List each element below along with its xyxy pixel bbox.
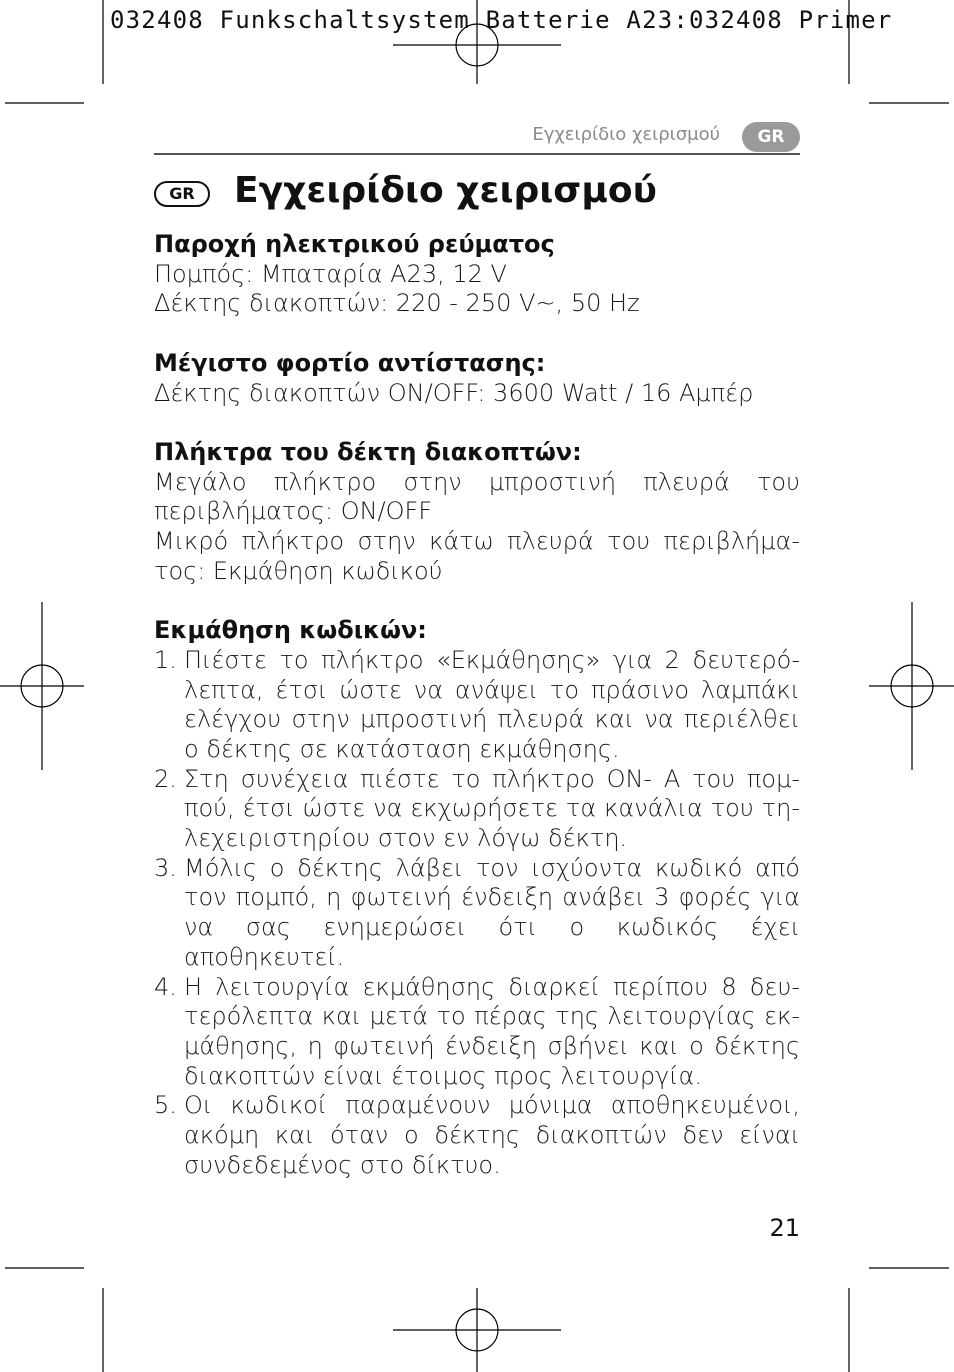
spacer [154, 586, 800, 616]
step-text: Πιέστε το πλήκτρο «Εκμάθησης» για 2 δευτερό-λεπτα, έτσι ώστε να ανάψει το πράσινο λαμπάκι ελέγχου στην μπροστινή πλευρά και να περιέλθει ο δέκτης σε κατάσταση εκμάθησης. [184, 645, 800, 763]
spec-line: Πομπός: Μπαταρία A23, 12 V [154, 259, 507, 288]
step-number: 5. [154, 1091, 177, 1120]
step-number: 3. [154, 853, 177, 882]
language-badge-header: GR [742, 122, 800, 152]
section-code-learning [154, 616, 800, 1180]
registration-mark-bottom [393, 1288, 561, 1372]
registration-mark-top [393, 0, 561, 84]
list-item [154, 765, 800, 854]
section-power-supply [154, 230, 800, 319]
spec-line: Δέκτης διακοπτών: 220 - 250 V~, 50 Hz [154, 289, 640, 318]
paragraph: Μικρό πλήκτρο στην κάτω πλευρά του περιβλήμα-τος: Εκμάθηση κωδικού [154, 527, 800, 585]
paragraph: Μεγάλο πλήκτρο στην μπροστινή πλευρά του περιβλήματος: ON/OFF [154, 467, 800, 526]
title-row [154, 170, 800, 220]
section-heading: Πλήκτρα του δέκτη διακοπτών: [154, 437, 582, 466]
step-number: 1. [154, 645, 177, 674]
section-receiver-buttons [154, 438, 800, 587]
spec-line: Δέκτης διακοπτών ON/OFF: 3600 Watt / 16 Αμπέρ [154, 378, 754, 407]
spacer [154, 408, 800, 438]
step-text: Στη συνέχεια πιέστε το πλήκτρο ON- A του πομ-πού, έτσι ώστε να εκχωρήσετε τα κανάλια του τη-λεχειριστηρίου στον εν λόγω δέκτη. [184, 764, 800, 853]
step-text: Η λειτουργία εκμάθησης διαρκεί περίπου 8 δευ-τερόλεπτα και μετά το πέρας της λειτουργίας εκ-μάθησης, η φωτεινή ένδειξη σβήνει και ο δέκτης διακοπτών είναι έτοιμος προς λειτουργία. [184, 972, 800, 1090]
step-number: 4. [154, 972, 177, 1001]
section-heading: Εκμάθηση κωδικών: [154, 616, 427, 645]
running-head [154, 122, 800, 154]
list-item [154, 973, 800, 1092]
step-text: Μόλις ο δέκτης λάβει τον ισχύοντα κωδικό από τον πομπό, η φωτεινή ένδειξη ανάβει 3 φορές για να σας ενημερώσει ότι ο κωδικός έχει αποθηκευτεί. [184, 853, 800, 971]
printer-slug: 032408 Funkschaltsystem Batterie A23:032408 Primer [110, 6, 893, 34]
running-head-title: Εγχειρίδιο χειρισμού [532, 124, 720, 145]
section-max-load [154, 349, 800, 408]
header-rule [154, 153, 800, 155]
learning-steps-list [154, 646, 800, 1181]
page-number: 21 [769, 1214, 800, 1242]
section-heading: Μέγιστο φορτίο αντίστασης: [154, 348, 546, 377]
registration-mark-right [869, 602, 954, 770]
manual-content [154, 230, 800, 1180]
spacer [154, 319, 800, 349]
page-title: Εγχειρίδιο χειρισμού [234, 170, 657, 211]
step-number: 2. [154, 764, 177, 793]
list-item [154, 854, 800, 973]
registration-mark-left [0, 602, 84, 770]
step-text: Οι κωδικοί παραμένουν μόνιμα αποθηκευμένοι, ακόμη και όταν ο δέκτης διακοπτών δεν είναι συνδεδεμένος στο δίκτυο. [184, 1091, 800, 1179]
section-heading: Παροχή ηλεκτρικού ρεύματος [154, 230, 555, 258]
list-item [154, 646, 800, 765]
list-item [154, 1091, 800, 1180]
language-badge-title: GR [154, 181, 210, 207]
